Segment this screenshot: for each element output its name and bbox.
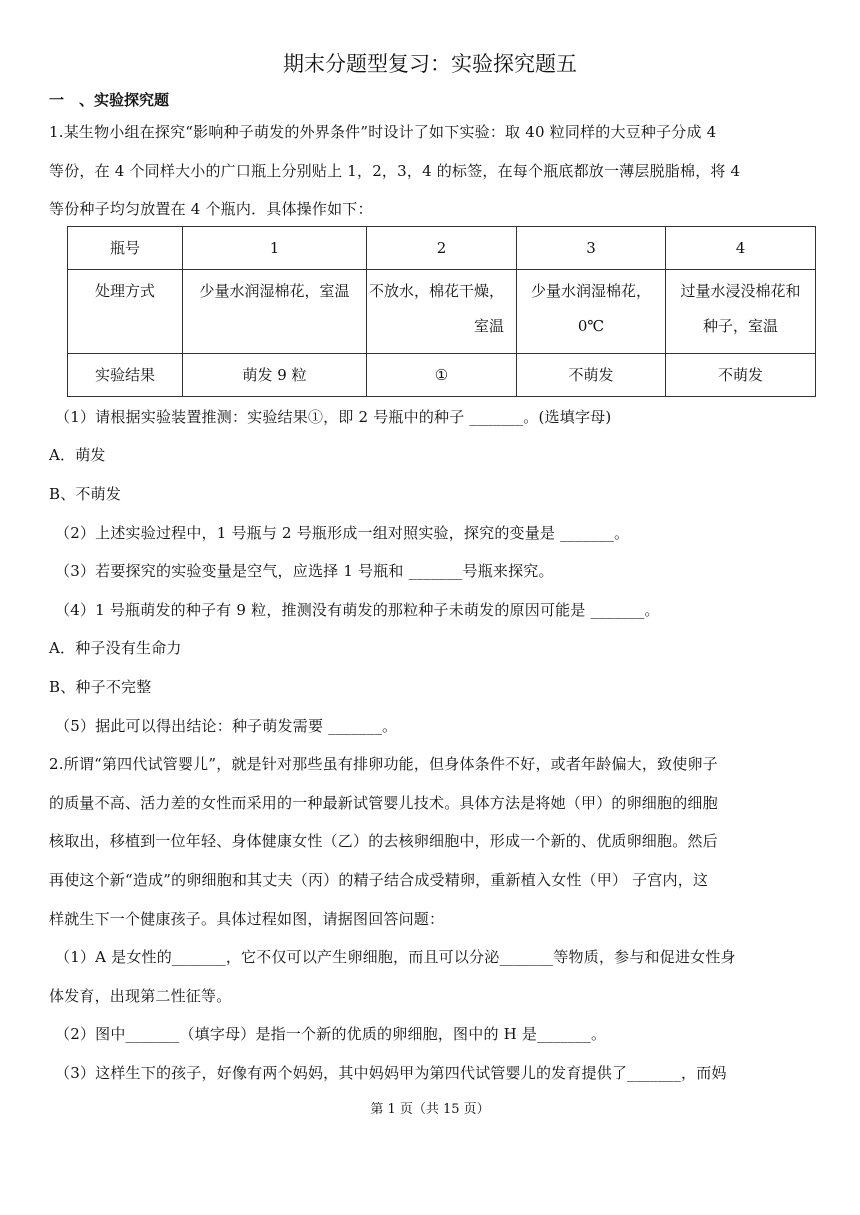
table-cell: [367, 270, 517, 354]
q1-sub1: （1）请根据实验装置推测：实验结果①，即 2 号瓶中的种子 _______。(选填字母): [55, 408, 612, 426]
q1-sub3: （3）若要探究的实验变量是空气，应选择 1 号瓶和 _______号瓶来探究。: [55, 562, 554, 580]
table-cell: 1: [183, 227, 367, 270]
q1-sub4: （4）1 号瓶萌发的种子有 9 粒，推测没有萌发的那粒种子未萌发的原因可能是 _______。: [55, 601, 660, 619]
table-cell: ①: [367, 354, 517, 397]
table-header-cell: 处理方式: [68, 270, 183, 354]
cell-text: 不放水，棉花干燥，: [369, 282, 505, 300]
table-row: [68, 354, 816, 397]
table-row: [68, 227, 816, 270]
page-title: 期末分题型复习：实验探究题五: [283, 52, 577, 76]
cell-text: 种子，室温: [702, 317, 778, 335]
q2-sub2: （2）图中_______（填字母）是指一个新的优质的卵细胞，图中的 H 是_______。: [55, 1025, 607, 1043]
q2-line-2: 的质量不高、活力差的女性而采用的一种最新试管婴儿技术。具体方法是将她（甲）的卵细胞的细胞: [49, 794, 718, 812]
q1-intro-line-3: 等份种子均匀放置在 4 个瓶内．具体操作如下：: [49, 200, 373, 218]
table-cell: [666, 270, 816, 354]
table-cell: 萌发 9 粒: [183, 354, 367, 397]
page-footer: 第 1 页（共 15 页）: [370, 1102, 490, 1117]
table-cell: 3: [517, 227, 666, 270]
table-cell: [183, 270, 367, 354]
table-cell: [517, 270, 666, 354]
q2-line-3: 核取出，移植到一位年轻、身体健康女性（乙）的去核卵细胞中，形成一个新的、优质卵细胞。然后: [49, 832, 718, 850]
table-cell: 4: [666, 227, 816, 270]
q2-sub1: （1）A 是女性的_______，它不仅可以产生卵细胞，而且可以分泌_______等物质，参与和促进女性身: [55, 948, 736, 966]
table-cell: 不萌发: [666, 354, 816, 397]
q1-intro-line-1: 1.某生物小组在探究“影响种子萌发的外界条件”时设计了如下实验：取 40 粒同样的大豆种子分成 4: [49, 123, 717, 141]
table-cell: 不萌发: [517, 354, 666, 397]
q1-option-b: B、不萌发: [49, 485, 122, 503]
q1-sub2: （2）上述实验过程中，1 号瓶与 2 号瓶形成一组对照实验，探究的变量是 _______。: [55, 524, 630, 542]
q2-line-4: 再使这个新“造成”的卵细胞和其丈夫（丙）的精子结合成受精卵，重新植入女性（甲） 子宫内，这: [49, 871, 709, 889]
q1-option-a: A．萌发: [49, 446, 106, 464]
experiment-table: [67, 226, 816, 397]
table-cell: 2: [367, 227, 517, 270]
q2-line-1: 2.所谓“第四代试管婴儿”，就是针对那些虽有排卵功能，但身体条件不好，或者年龄偏大，致使卵子: [49, 755, 718, 773]
table-header-cell: 瓶号: [68, 227, 183, 270]
q1-sub4-option-b: B、种子不完整: [49, 678, 152, 696]
section-heading: 一 、实验探究题: [49, 91, 170, 109]
q1-sub5: （5）据此可以得出结论：种子萌发需要 _______。: [55, 717, 398, 735]
q1-intro-line-2: 等份，在 4 个同样大小的广口瓶上分别贴上 1，2，3，4 的标签，在每个瓶底都放一薄层脱脂棉，将 4: [49, 162, 741, 180]
cell-text: 0℃: [577, 317, 605, 335]
cell-text: 少量水润湿棉花，: [530, 282, 651, 300]
cell-text: 室温: [473, 317, 504, 335]
q2-sub1-cont: 体发育，出现第二性征等。: [49, 987, 232, 1005]
table-row: [68, 270, 816, 354]
cell-text: 少量水润湿棉花，室温: [199, 282, 350, 300]
q2-sub3: （3）这样生下的孩子，好像有两个妈妈，其中妈妈甲为第四代试管婴儿的发育提供了_______，而妈: [55, 1064, 727, 1082]
q2-line-5: 样就生下一个健康孩子。具体过程如图，请据图回答问题：: [49, 910, 445, 928]
q1-sub4-option-a: A．种子没有生命力: [49, 639, 182, 657]
cell-text: 过量水浸没棉花和: [680, 282, 801, 300]
table-header-cell: 实验结果: [68, 354, 183, 397]
